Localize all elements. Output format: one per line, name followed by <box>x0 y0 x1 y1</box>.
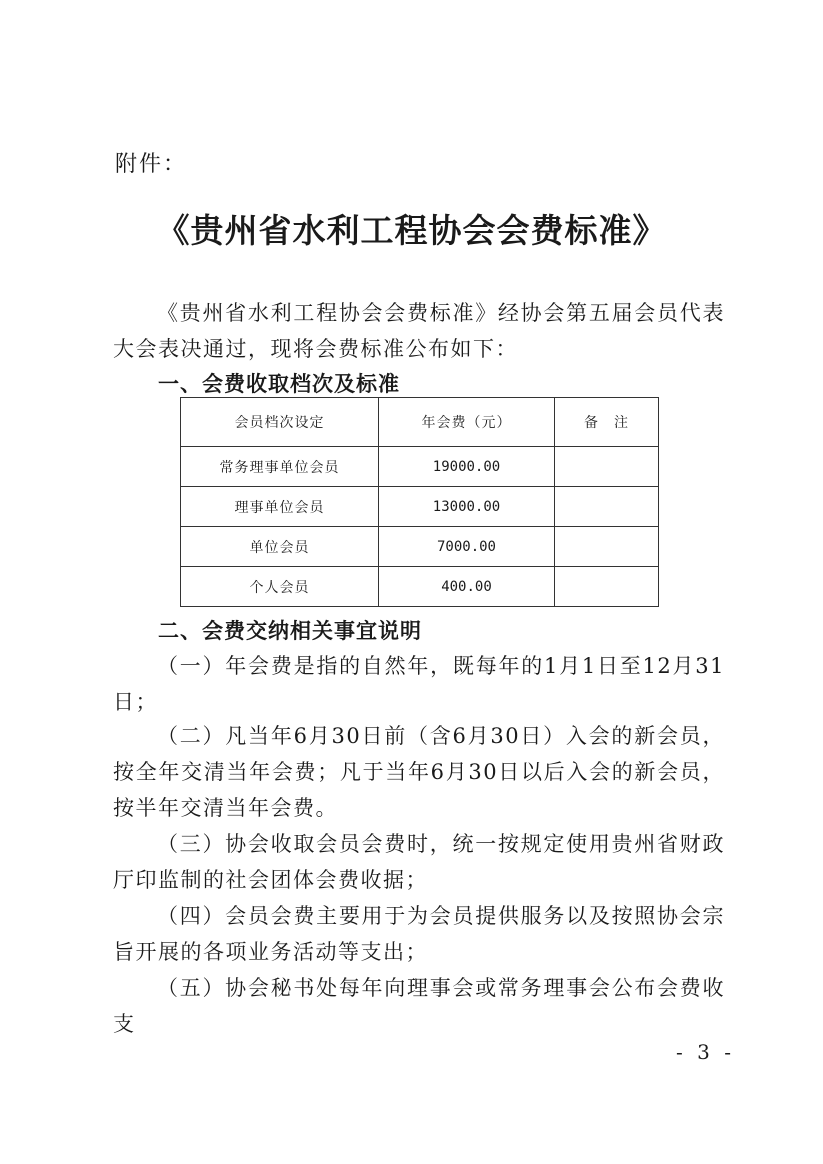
table-row <box>181 487 659 527</box>
table-cell-fee: 7000.00 <box>379 527 555 567</box>
list-item: （二）凡当年6月30日前（含6月30日）入会的新会员，按全年交清当年会费；凡于当年6月30日以后入会的新会员，按半年交清当年会费。 <box>113 724 725 820</box>
table-cell-level: 单位会员 <box>181 527 379 567</box>
table-header-note: 备 注 <box>555 398 659 447</box>
list-item: （一）年会费是指的自然年，既每年的1月1日至12月31日； <box>113 654 725 714</box>
intro-paragraph: 《贵州省水利工程协会会费标准》经协会第五届会员代表大会表决通过，现将会费标准公布如下： <box>113 301 725 361</box>
table-cell-note <box>555 527 659 567</box>
table-cell-level: 个人会员 <box>181 567 379 607</box>
section-heading-payment-notes: 二、会费交纳相关事宜说明 <box>158 618 422 643</box>
table-header-fee: 年会费（元） <box>379 398 555 447</box>
table-cell-level: 常务理事单位会员 <box>181 447 379 487</box>
fee-table <box>180 397 659 607</box>
table-cell-note <box>555 487 659 527</box>
table-cell-fee: 19000.00 <box>379 447 555 487</box>
page-number: - 3 - <box>676 1040 735 1064</box>
table-cell-note <box>555 567 659 607</box>
table-cell-fee: 13000.00 <box>379 487 555 527</box>
table-row <box>181 447 659 487</box>
table-cell-level: 理事单位会员 <box>181 487 379 527</box>
table-header-row <box>181 398 659 447</box>
table-cell-fee: 400.00 <box>379 567 555 607</box>
list-item: （三）协会收取会员会费时，统一按规定使用贵州省财政厅印监制的社会团体会费收据； <box>113 832 725 892</box>
section-heading-fee-levels: 一、会费收取档次及标准 <box>158 371 400 396</box>
table-row <box>181 527 659 567</box>
table-header-level: 会员档次设定 <box>181 398 379 447</box>
table-row <box>181 567 659 607</box>
list-item: （五）协会秘书处每年向理事会或常务理事会公布会费收支 <box>113 976 725 1036</box>
page-title: 《贵州省水利工程协会会费标准》 <box>156 211 667 250</box>
list-item: （四）会员会费主要用于为会员提供服务以及按照协会宗旨开展的各项业务活动等支出； <box>113 904 725 964</box>
attachment-label: 附件： <box>115 152 188 177</box>
table-cell-note <box>555 447 659 487</box>
